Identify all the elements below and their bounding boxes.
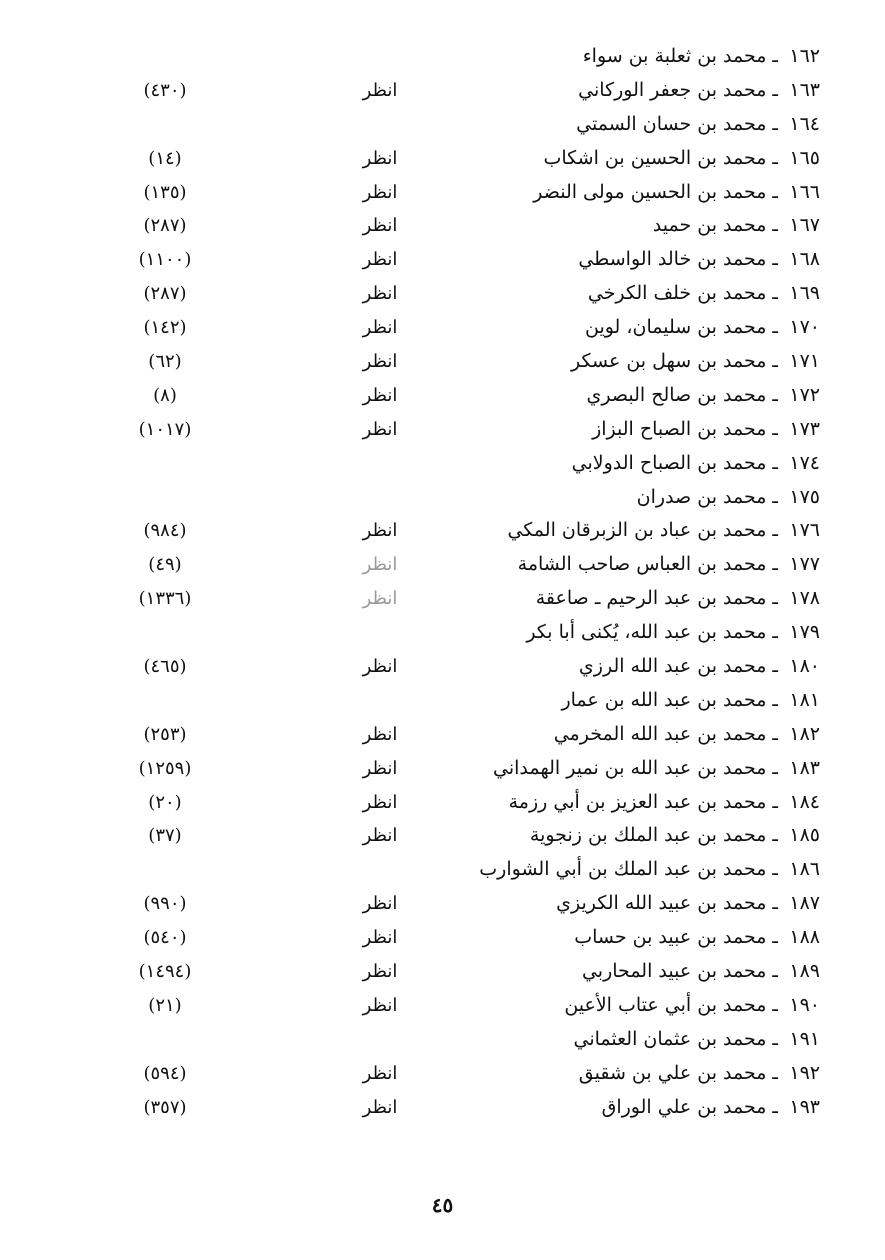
entry-text	[518, 548, 820, 582]
entry-number: ١٦٩	[789, 282, 820, 305]
entry-number: ١٧٥	[789, 485, 820, 508]
index-entry	[0, 1057, 885, 1091]
index-entry	[0, 176, 885, 210]
entry-number: ١٦٢	[789, 45, 820, 67]
entry-dash: ـ	[772, 722, 778, 745]
narrator-name: محمد بن عبد الله المخرمي	[553, 722, 767, 745]
entry-text	[573, 1023, 820, 1057]
entry-text	[602, 1091, 820, 1125]
entry-text	[574, 921, 820, 955]
narrator-name: محمد بن عثمان العثماني	[573, 1027, 767, 1050]
see-reference-label: انظر	[362, 215, 398, 237]
entry-text	[585, 311, 820, 345]
see-reference-label: انظر	[362, 351, 398, 373]
index-entry	[0, 582, 885, 616]
index-entry	[0, 74, 885, 108]
index-entry	[0, 209, 885, 243]
index-entry	[0, 718, 885, 752]
entry-dash: ـ	[772, 248, 778, 271]
narrator-name: محمد بن عباد بن الزبرقان المكي	[507, 519, 767, 542]
entry-number: ١٨٧	[789, 892, 820, 915]
index-entry	[0, 921, 885, 955]
narrator-name: محمد بن صدران	[636, 485, 767, 508]
reference-number: (١٠١٧)	[138, 418, 192, 440]
narrator-name: محمد بن عبيد الله الكريزي	[556, 892, 767, 915]
entry-text	[578, 243, 820, 277]
reference-number: (١٤)	[148, 147, 182, 169]
reference-number: (٣٧)	[148, 825, 182, 847]
entry-dash: ـ	[772, 587, 778, 610]
see-reference-label: انظر	[362, 825, 398, 847]
entry-number: ١٨٢	[789, 722, 820, 745]
entry-number: ١٩١	[789, 1027, 820, 1050]
see-reference-label: انظر	[362, 418, 398, 440]
entry-text	[579, 1057, 820, 1091]
entry-dash: ـ	[772, 383, 778, 406]
entry-dash: ـ	[772, 45, 778, 67]
reference-number: (٢١)	[148, 994, 182, 1016]
entry-number: ١٦٨	[789, 248, 820, 271]
narrator-name: محمد بن عبد الله الرزي	[578, 655, 767, 678]
reference-number: (٢٨٧)	[143, 283, 187, 305]
narrator-name: محمد بن الصباح الدولابي	[571, 451, 767, 474]
see-reference-label: انظر	[362, 588, 398, 610]
entry-text	[592, 413, 820, 447]
see-reference-label: انظر	[362, 384, 398, 406]
entry-text	[544, 142, 821, 176]
entry-number: ١٨٥	[789, 824, 820, 847]
see-reference-label: انظر	[362, 283, 398, 305]
entry-text	[583, 40, 820, 74]
reference-number: (٨)	[153, 384, 177, 406]
see-reference-label: انظر	[362, 520, 398, 542]
entry-dash: ـ	[772, 146, 778, 169]
narrator-name: محمد بن الحسين بن اشكاب	[543, 146, 767, 169]
entry-number: ١٨٠	[789, 655, 820, 678]
reference-number: (٦٢)	[148, 351, 182, 373]
entry-text	[556, 887, 820, 921]
narrator-name: محمد بن حميد	[652, 214, 767, 237]
entry-number: ١٧١	[789, 350, 820, 373]
entry-text	[564, 989, 820, 1023]
narrator-name: محمد بن عبد الله بن نمير الهمداني	[493, 756, 767, 779]
entry-text	[587, 379, 820, 413]
entry-dash: ـ	[772, 485, 778, 508]
see-reference-label: انظر	[362, 927, 398, 949]
see-reference-label: انظر	[362, 147, 398, 169]
index-entry	[0, 481, 885, 515]
index-entry	[0, 40, 885, 74]
entry-text	[507, 514, 820, 548]
entry-dash: ـ	[772, 824, 778, 847]
index-entry	[0, 1091, 885, 1125]
entry-text	[571, 345, 820, 379]
narrator-name: محمد بن أبي عتاب الأعين	[564, 993, 767, 1016]
narrator-name: محمد بن عبد الملك بن زنجوية	[529, 824, 767, 847]
see-reference-label: انظر	[362, 893, 398, 915]
index-entry	[0, 514, 885, 548]
entry-number: ١٨٩	[789, 960, 820, 983]
narrator-name: محمد بن سهل بن عسكر	[571, 350, 767, 373]
index-entry	[0, 887, 885, 921]
entry-number: ١٨٨	[789, 926, 820, 949]
reference-number: (٤٦٥)	[143, 656, 187, 678]
entry-text	[554, 718, 820, 752]
index-entry	[0, 955, 885, 989]
narrator-name: محمد بن جعفر الوركاني	[578, 78, 767, 101]
narrator-name: محمد بن ثعلبة بن سواء	[582, 45, 767, 67]
index-entry	[0, 277, 885, 311]
index-entry	[0, 379, 885, 413]
entry-text	[582, 955, 820, 989]
narrator-name: محمد بن خلف الكرخي	[587, 282, 767, 305]
index-entry	[0, 1023, 885, 1057]
entry-dash: ـ	[772, 1095, 778, 1118]
entry-dash: ـ	[772, 858, 778, 881]
entry-dash: ـ	[772, 926, 778, 949]
narrator-name: محمد بن عبد الله بن عمار	[561, 688, 767, 711]
page-number: ٤٥	[431, 1193, 454, 1217]
entry-dash: ـ	[772, 688, 778, 711]
entry-dash: ـ	[772, 621, 778, 644]
entry-number: ١٧٤	[789, 451, 820, 474]
entry-text	[579, 650, 820, 684]
index-entry	[0, 650, 885, 684]
entry-number: ١٨٦	[789, 858, 820, 881]
index-entry	[0, 311, 885, 345]
see-reference-label: انظر	[362, 249, 398, 271]
reference-number: (٢٠)	[148, 791, 182, 813]
entry-dash: ـ	[772, 316, 778, 339]
entry-text	[653, 209, 820, 243]
entry-number: ١٨٣	[789, 756, 820, 779]
entry-number: ١٧٧	[789, 553, 820, 576]
index-entry	[0, 786, 885, 820]
see-reference-label: انظر	[362, 723, 398, 745]
reference-number: (٤٩)	[148, 554, 182, 576]
entry-text	[530, 819, 820, 853]
entry-dash: ـ	[772, 892, 778, 915]
entry-number: ١٩٣	[789, 1095, 820, 1118]
see-reference-label: انظر	[362, 656, 398, 678]
entry-text	[493, 752, 820, 786]
entry-dash: ـ	[772, 78, 778, 101]
narrator-name: محمد بن عبد الرحيم ـ صاعقة	[535, 587, 767, 610]
index-entry	[0, 345, 885, 379]
reference-number: (١١٠٠)	[138, 249, 192, 271]
reference-number: (٢٨٧)	[143, 215, 187, 237]
entry-number: ١٩٢	[789, 1061, 820, 1084]
entry-dash: ـ	[772, 180, 778, 203]
see-reference-label: انظر	[362, 1096, 398, 1118]
narrator-name: محمد بن العباس صاحب الشامة	[517, 553, 767, 576]
narrator-name: محمد بن علي الوراق	[601, 1095, 767, 1118]
entry-dash: ـ	[772, 553, 778, 576]
narrator-name: محمد بن حسان السمتي	[576, 112, 767, 135]
reference-number: (١٤٩٤)	[138, 961, 192, 983]
entry-dash: ـ	[772, 1027, 778, 1050]
index-entry	[0, 853, 885, 887]
entry-number: ١٩٠	[789, 993, 820, 1016]
index-entry	[0, 684, 885, 718]
index-entry	[0, 243, 885, 277]
see-reference-label: انظر	[362, 181, 398, 203]
entry-text	[637, 481, 820, 515]
entry-dash: ـ	[772, 1061, 778, 1084]
entry-number: ١٧٢	[789, 383, 820, 406]
entry-text	[588, 277, 820, 311]
entry-dash: ـ	[772, 519, 778, 542]
narrator-name: محمد بن عبيد بن حساب	[574, 926, 767, 949]
entry-dash: ـ	[772, 350, 778, 373]
index-entry	[0, 819, 885, 853]
entry-text	[533, 176, 820, 210]
see-reference-label: انظر	[362, 994, 398, 1016]
entry-number: ١٦٥	[789, 146, 820, 169]
narrator-name: محمد بن صالح البصري	[586, 383, 767, 406]
see-reference-label: انظر	[362, 757, 398, 779]
index-entry	[0, 616, 885, 650]
narrator-name: محمد بن علي بن شقيق	[578, 1061, 767, 1084]
entry-number: ١٧٦	[789, 519, 820, 542]
entry-text	[526, 616, 820, 650]
entry-number: ١٦٦	[789, 180, 820, 203]
entry-number: ١٨١	[789, 688, 820, 711]
entry-number: ١٨٤	[789, 790, 820, 813]
entry-dash: ـ	[772, 417, 778, 440]
see-reference-label: انظر	[362, 554, 398, 576]
entry-number: ١٦٣	[789, 78, 820, 101]
narrator-name: محمد بن سليمان، لوين	[584, 316, 767, 339]
entry-dash: ـ	[772, 756, 778, 779]
entry-dash: ـ	[772, 214, 778, 237]
entry-dash: ـ	[772, 960, 778, 983]
entry-number: ١٦٧	[789, 214, 820, 237]
see-reference-label: انظر	[362, 961, 398, 983]
reference-number: (١٣٥)	[143, 181, 187, 203]
narrator-name: محمد بن الحسين مولى النضر	[533, 180, 767, 203]
narrator-index-list	[0, 40, 885, 1125]
index-entry	[0, 447, 885, 481]
entry-number: ١٧٩	[789, 621, 820, 644]
index-entry	[0, 142, 885, 176]
reference-number: (١٤٢)	[143, 317, 187, 339]
reference-number: (٢٥٣)	[143, 723, 187, 745]
entry-text	[536, 582, 820, 616]
narrator-name: محمد بن عبيد المحاربي	[581, 960, 767, 983]
reference-number: (١٢٥٩)	[138, 757, 192, 779]
index-entry	[0, 752, 885, 786]
narrator-name: محمد بن عبد الله، يُكنى أبا بكر	[526, 621, 767, 644]
entry-dash: ـ	[772, 282, 778, 305]
index-entry	[0, 108, 885, 142]
narrator-name: محمد بن عبد العزيز بن أبي رزمة	[508, 790, 767, 813]
entry-number: ١٧٨	[789, 587, 820, 610]
entry-text	[561, 684, 820, 718]
reference-number: (٣٥٧)	[143, 1096, 187, 1118]
reference-number: (٥٤٠)	[143, 927, 187, 949]
reference-number: (٩٩٠)	[143, 893, 187, 915]
see-reference-label: انظر	[362, 791, 398, 813]
index-entry	[0, 548, 885, 582]
reference-number: (٤٣٠)	[143, 79, 187, 101]
see-reference-label: انظر	[362, 317, 398, 339]
entry-text	[509, 786, 820, 820]
reference-number: (٥٩٤)	[143, 1062, 187, 1084]
entry-dash: ـ	[772, 112, 778, 135]
entry-number: ١٧٠	[789, 316, 820, 339]
entry-dash: ـ	[772, 451, 778, 474]
narrator-name: محمد بن خالد الواسطي	[578, 248, 767, 271]
reference-number: (٩٨٤)	[143, 520, 187, 542]
entry-text	[576, 108, 820, 142]
entry-text	[479, 853, 820, 887]
index-entry	[0, 413, 885, 447]
entry-number: ١٦٤	[789, 112, 820, 135]
see-reference-label: انظر	[362, 1062, 398, 1084]
entry-dash: ـ	[772, 655, 778, 678]
see-reference-label: انظر	[362, 79, 398, 101]
entry-text	[578, 74, 820, 108]
entry-text	[572, 447, 820, 481]
reference-number: (١٣٣٦)	[138, 588, 192, 610]
index-entry	[0, 989, 885, 1023]
narrator-name: محمد بن الصباح البزاز	[592, 417, 767, 440]
entry-number: ١٧٣	[789, 417, 820, 440]
narrator-name: محمد بن عبد الملك بن أبي الشوارب	[479, 858, 767, 881]
entry-dash: ـ	[772, 993, 778, 1016]
entry-dash: ـ	[772, 790, 778, 813]
